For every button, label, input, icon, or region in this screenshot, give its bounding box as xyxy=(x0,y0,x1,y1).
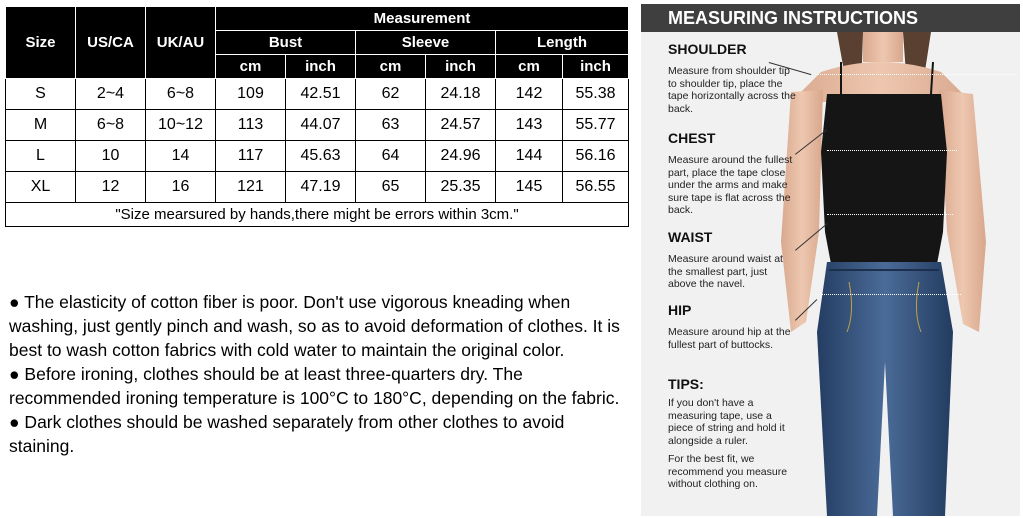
cell-length-cm: 144 xyxy=(496,141,563,172)
header-sleeve-cm: cm xyxy=(356,55,426,79)
table-row xyxy=(6,110,629,141)
cell-uk-au: 6~8 xyxy=(146,79,216,110)
cell-sleeve-inch: 24.18 xyxy=(426,79,496,110)
chest-text: Measure around the fullest part, place the tape close under the arms and make sure tape is flat across the back. xyxy=(668,154,793,216)
waist-heading: WAIST xyxy=(668,229,713,245)
cell-bust-cm: 117 xyxy=(216,141,286,172)
cell-us-ca: 6~8 xyxy=(76,110,146,141)
waist-line xyxy=(827,214,953,215)
instructions-title: MEASURING INSTRUCTIONS xyxy=(641,4,1020,32)
hip-heading: HIP xyxy=(668,302,692,318)
tips-text-1: If you don't have a measuring tape, use a piece of string and hold it alongside a ruler. xyxy=(668,397,785,447)
header-measurement: Measurement xyxy=(216,7,629,31)
size-table xyxy=(5,6,629,227)
cell-bust-cm: 109 xyxy=(216,79,286,110)
cell-bust-cm: 113 xyxy=(216,110,286,141)
header-us-ca: US/CA xyxy=(76,7,146,79)
care-note-item: ● The elasticity of cotton fiber is poor. Don't use vigorous kneading when washing, just gently pinch and wash, so as to avoid deformation of clothes. It is best to wash cotton fabrics with cold water to maintain the original color. xyxy=(9,292,620,360)
shoulder-line xyxy=(817,74,1017,75)
header-length-cm: cm xyxy=(496,55,563,79)
cell-size: XL xyxy=(6,172,76,203)
cell-bust-inch: 42.51 xyxy=(286,79,356,110)
chest-heading: CHEST xyxy=(668,130,716,146)
cell-sleeve-inch: 24.96 xyxy=(426,141,496,172)
cell-bust-inch: 45.63 xyxy=(286,141,356,172)
cell-size: L xyxy=(6,141,76,172)
header-bust: Bust xyxy=(216,31,356,55)
cell-length-inch: 56.55 xyxy=(563,172,629,203)
tips-text-2: For the best fit, we recommend you measure without clothing on. xyxy=(668,453,788,490)
header-uk-au: UK/AU xyxy=(146,7,216,79)
cell-sleeve-cm: 64 xyxy=(356,141,426,172)
cell-uk-au: 10~12 xyxy=(146,110,216,141)
chest-line xyxy=(827,150,957,151)
table-row xyxy=(6,79,629,110)
cell-sleeve-cm: 62 xyxy=(356,79,426,110)
cell-length-inch: 55.77 xyxy=(563,110,629,141)
measuring-instructions-panel xyxy=(641,4,1020,516)
cell-uk-au: 14 xyxy=(146,141,216,172)
care-notes xyxy=(9,290,627,458)
cell-size: M xyxy=(6,110,76,141)
table-row xyxy=(6,141,629,172)
header-length-inch: inch xyxy=(563,55,629,79)
cell-us-ca: 10 xyxy=(76,141,146,172)
cell-sleeve-cm: 63 xyxy=(356,110,426,141)
header-bust-inch: inch xyxy=(286,55,356,79)
waist-text: Measure around waist at the smallest part, just above the navel. xyxy=(668,253,783,290)
cell-us-ca: 2~4 xyxy=(76,79,146,110)
cell-size: S xyxy=(6,79,76,110)
header-sleeve-inch: inch xyxy=(426,55,496,79)
cell-length-inch: 56.16 xyxy=(563,141,629,172)
cell-bust-cm: 121 xyxy=(216,172,286,203)
cell-length-cm: 145 xyxy=(496,172,563,203)
cell-bust-inch: 44.07 xyxy=(286,110,356,141)
cell-length-cm: 143 xyxy=(496,110,563,141)
size-note: "Size mearsured by hands,there might be errors within 3cm." xyxy=(6,203,629,227)
table-row xyxy=(6,172,629,203)
tips-heading: TIPS: xyxy=(668,376,704,392)
cell-uk-au: 16 xyxy=(146,172,216,203)
care-note-item: ● Dark clothes should be washed separately from other clothes to avoid staining. xyxy=(9,412,565,456)
cell-sleeve-cm: 65 xyxy=(356,172,426,203)
shoulder-heading: SHOULDER xyxy=(668,41,747,57)
header-size: Size xyxy=(6,7,76,79)
cell-length-inch: 55.38 xyxy=(563,79,629,110)
shoulder-text: Measure from shoulder tip to shoulder tip, place the tape horizontally across the back. xyxy=(668,65,796,115)
cell-length-cm: 142 xyxy=(496,79,563,110)
hip-line xyxy=(821,294,961,295)
header-sleeve: Sleeve xyxy=(356,31,496,55)
header-bust-cm: cm xyxy=(216,55,286,79)
header-length: Length xyxy=(496,31,629,55)
cell-sleeve-inch: 24.57 xyxy=(426,110,496,141)
hip-text: Measure around hip at the fullest part of buttocks. xyxy=(668,326,791,351)
cell-us-ca: 12 xyxy=(76,172,146,203)
cell-bust-inch: 47.19 xyxy=(286,172,356,203)
cell-sleeve-inch: 25.35 xyxy=(426,172,496,203)
care-note-item: ● Before ironing, clothes should be at least three-quarters dry. The recommended ironing temperature is 100°C to 180°C, depending on the fabric. xyxy=(9,364,620,408)
